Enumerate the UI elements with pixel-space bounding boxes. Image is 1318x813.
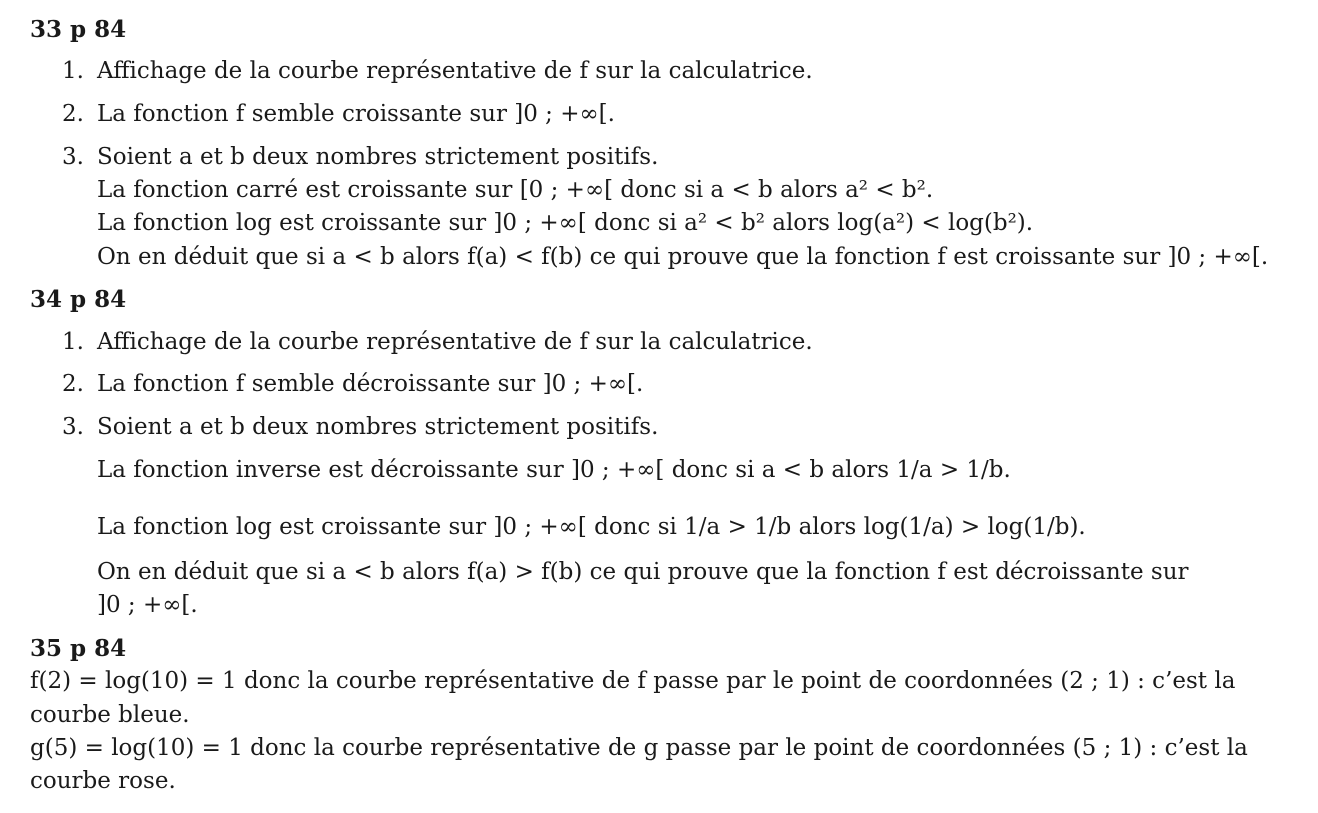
ex34-item-1-number: 1.: [62, 329, 84, 355]
ex35-line-g: g(5) = log(10) = 1 donc la courbe représentative de g passe par le point de coordonnées (5 ; 1) : c’est la: [30, 735, 1248, 761]
exercise-33-heading: 33 p 84: [30, 16, 127, 43]
ex35-line-g-end: courbe rose.: [30, 768, 176, 794]
exercise-34-heading: 34 p 84: [30, 286, 127, 313]
ex34-line-conclusion: On en déduit que si a < b alors f(a) > f(b) ce qui prouve que la fonction f est décroissante sur: [97, 559, 1189, 585]
ex35-line-f: f(2) = log(10) = 1 donc la courbe représentative de f passe par le point de coordonnées (2 ; 1) : c’est la: [30, 668, 1236, 694]
ex33-line-log: La fonction log est croissante sur ]0 ; +∞[ donc si a² < b² alors log(a²) < log(b²).: [97, 210, 1034, 236]
ex34-item-3-text: Soient a et b deux nombres strictement positifs.: [97, 414, 659, 440]
ex34-line-conclusion-end: ]0 ; +∞[.: [97, 592, 198, 618]
ex35-line-f-end: courbe bleue.: [30, 702, 190, 728]
ex33-item-1-number: 1.: [62, 58, 84, 84]
ex34-item-3-number: 3.: [62, 414, 84, 440]
ex33-line-conclusion: On en déduit que si a < b alors f(a) < f(b) ce qui prouve que la fonction f est croissante sur ]0 ; +∞[.: [97, 244, 1269, 270]
ex34-line-inverse: La fonction inverse est décroissante sur ]0 ; +∞[ donc si a < b alors 1/a > 1/b.: [97, 457, 1011, 483]
ex34-item-1-text: Affichage de la courbe représentative de f sur la calculatrice.: [97, 329, 813, 355]
ex33-item-3-text: Soient a et b deux nombres strictement positifs.: [97, 144, 659, 170]
ex34-line-log: La fonction log est croissante sur ]0 ; +∞[ donc si 1/a > 1/b alors log(1/a) > log(1/b).: [97, 514, 1086, 540]
ex33-item-2-number: 2.: [62, 101, 84, 127]
ex33-item-3-number: 3.: [62, 144, 84, 170]
ex33-line-square: La fonction carré est croissante sur [0 ; +∞[ donc si a < b alors a² < b².: [97, 177, 934, 203]
ex33-item-2-text: La fonction f semble croissante sur ]0 ; +∞[.: [97, 101, 615, 127]
ex34-item-2-text: La fonction f semble décroissante sur ]0 ; +∞[.: [97, 371, 644, 397]
exercise-35-heading: 35 p 84: [30, 635, 127, 662]
ex34-item-2-number: 2.: [62, 371, 84, 397]
ex33-item-1-text: Affichage de la courbe représentative de f sur la calculatrice.: [97, 58, 813, 84]
